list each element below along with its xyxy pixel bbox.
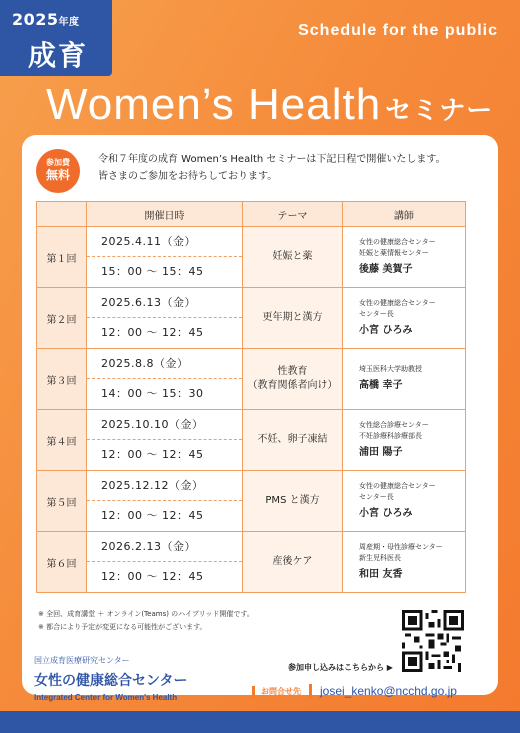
session-date: 2025.6.13（金） — [87, 288, 242, 318]
session-number: 第２回 — [37, 288, 87, 349]
notes: ※ 全回、成育講堂 ＋ オンライン(Teams) のハイブリッド開催です。 ※ 都合により予定が変更になる可能性がございます。 — [38, 610, 254, 631]
session-date: 2025.4.11（金） — [87, 227, 242, 257]
theme-subline: （教育関係者向け） — [247, 380, 338, 391]
table-row — [37, 349, 466, 410]
intro-text: 令和７年度の成育 Women’s Health セミナーは下記日程で開催いたします。 皆さまのご参加をお待ちしております。 — [98, 154, 446, 182]
session-date: 2025.12.12（金） — [87, 471, 242, 501]
table-row — [37, 288, 466, 349]
contact-email-link[interactable]: josei_kenko@ncchd.go.jp — [320, 684, 457, 698]
lecturer-name: 和田 友香 — [359, 568, 403, 580]
session-number: 第６回 — [37, 532, 87, 593]
header-cell-lecturer: 講師 — [343, 202, 466, 227]
lecturer-org: 埼玉医科大学助教授 — [359, 365, 422, 373]
table-header — [37, 202, 466, 227]
session-lecturer — [343, 532, 466, 593]
contact-divider — [309, 684, 312, 698]
lecturer-name: 浦田 陽子 — [359, 446, 403, 458]
lecturer-name: 小宮 ひろみ — [359, 324, 413, 336]
lecturer-role: 妊娠と薬情報センター — [359, 248, 429, 257]
theme-line: 妊娠と薬 — [272, 251, 313, 262]
session-datetime — [87, 410, 243, 471]
table-row — [37, 227, 466, 288]
session-date: 2025.8.8（金） — [87, 349, 242, 379]
session-theme — [243, 471, 343, 532]
lecturer-role: センター長 — [359, 309, 394, 318]
session-time: 12：00 ～ 12：45 — [101, 509, 204, 522]
session-lecturer — [343, 349, 466, 410]
lecturer-name: 後藤 美賀子 — [359, 263, 413, 275]
session-date: 2026.2.13（金） — [87, 532, 242, 562]
session-datetime — [87, 227, 243, 288]
theme-line: 性教育 — [277, 366, 308, 377]
lecturer-org: 女性総合診療センター — [359, 420, 429, 429]
contact-label: お問合せ先 — [252, 686, 301, 697]
lecturer-org: 周産期・母性診療センター — [359, 542, 443, 551]
session-theme — [243, 349, 343, 410]
lecturer-org: 女性の健康総合センター — [359, 237, 436, 246]
institution-name-en: Integrated Center for Women's Health — [34, 693, 178, 702]
session-number: 第３回 — [37, 349, 87, 410]
lecturer-role: 不妊診療科診療部長 — [359, 431, 422, 440]
header-cell-num — [37, 202, 87, 227]
year-label: 2025年度 — [12, 10, 80, 29]
session-time: 12：00 ～ 12：45 — [101, 448, 204, 461]
session-time: 12：00 ～ 12：45 — [101, 326, 204, 339]
badge-title: 成育 — [28, 39, 89, 72]
lecturer-org: 女性の健康総合センター — [359, 298, 436, 307]
session-datetime — [87, 471, 243, 532]
session-datetime — [87, 532, 243, 593]
theme-line: 産後ケア — [272, 556, 313, 567]
session-lecturer — [343, 288, 466, 349]
lecturer-name: 高橋 幸子 — [359, 380, 403, 391]
apply-link[interactable]: 参加申し込みはこちらから ▶ — [288, 663, 393, 672]
table-row — [37, 471, 466, 532]
year-badge — [0, 0, 112, 76]
header-cell-theme: テーマ — [243, 202, 343, 227]
schedule-en-label: Schedule for the public — [298, 22, 498, 39]
qr-code-icon[interactable] — [402, 610, 464, 672]
lecturer-role: 新生児科医長 — [359, 553, 401, 562]
free-badge: 参加費 無料 — [36, 149, 80, 193]
session-lecturer — [343, 471, 466, 532]
lecturer-role: センター長 — [359, 492, 394, 501]
contact-block — [252, 684, 457, 698]
page-title: Women’s Health セミナー — [46, 80, 494, 129]
session-theme — [243, 532, 343, 593]
schedule-table — [36, 201, 466, 593]
session-datetime — [87, 349, 243, 410]
session-number: 第１回 — [37, 227, 87, 288]
session-time: 12：00 ～ 12：45 — [101, 570, 204, 583]
session-lecturer — [343, 410, 466, 471]
institution-block — [34, 655, 187, 702]
session-number: 第４回 — [37, 410, 87, 471]
session-time: 14：00 ～ 15：30 — [101, 387, 204, 400]
session-theme — [243, 288, 343, 349]
session-datetime — [87, 288, 243, 349]
lecturer-org: 女性の健康総合センター — [359, 481, 436, 490]
session-lecturer — [343, 227, 466, 288]
institution-parent: 国立成育医療研究センター — [34, 656, 130, 665]
session-number: 第５回 — [37, 471, 87, 532]
theme-line: 更年期と漢方 — [262, 312, 323, 323]
theme-line: PMS と漢方 — [265, 495, 320, 506]
session-theme — [243, 227, 343, 288]
bottom-bar — [0, 711, 520, 733]
schedule-card — [22, 135, 498, 695]
session-time: 15：00 ～ 15：45 — [101, 265, 204, 278]
theme-line: 不妊、卵子凍結 — [257, 434, 328, 445]
table-row — [37, 532, 466, 593]
header-cell-date: 開催日時 — [87, 202, 243, 227]
session-theme — [243, 410, 343, 471]
table-row — [37, 410, 466, 471]
institution-name: 女性の健康総合センター — [34, 673, 188, 689]
session-date: 2025.10.10（金） — [87, 410, 242, 440]
lecturer-name: 小宮 ひろみ — [359, 507, 413, 519]
